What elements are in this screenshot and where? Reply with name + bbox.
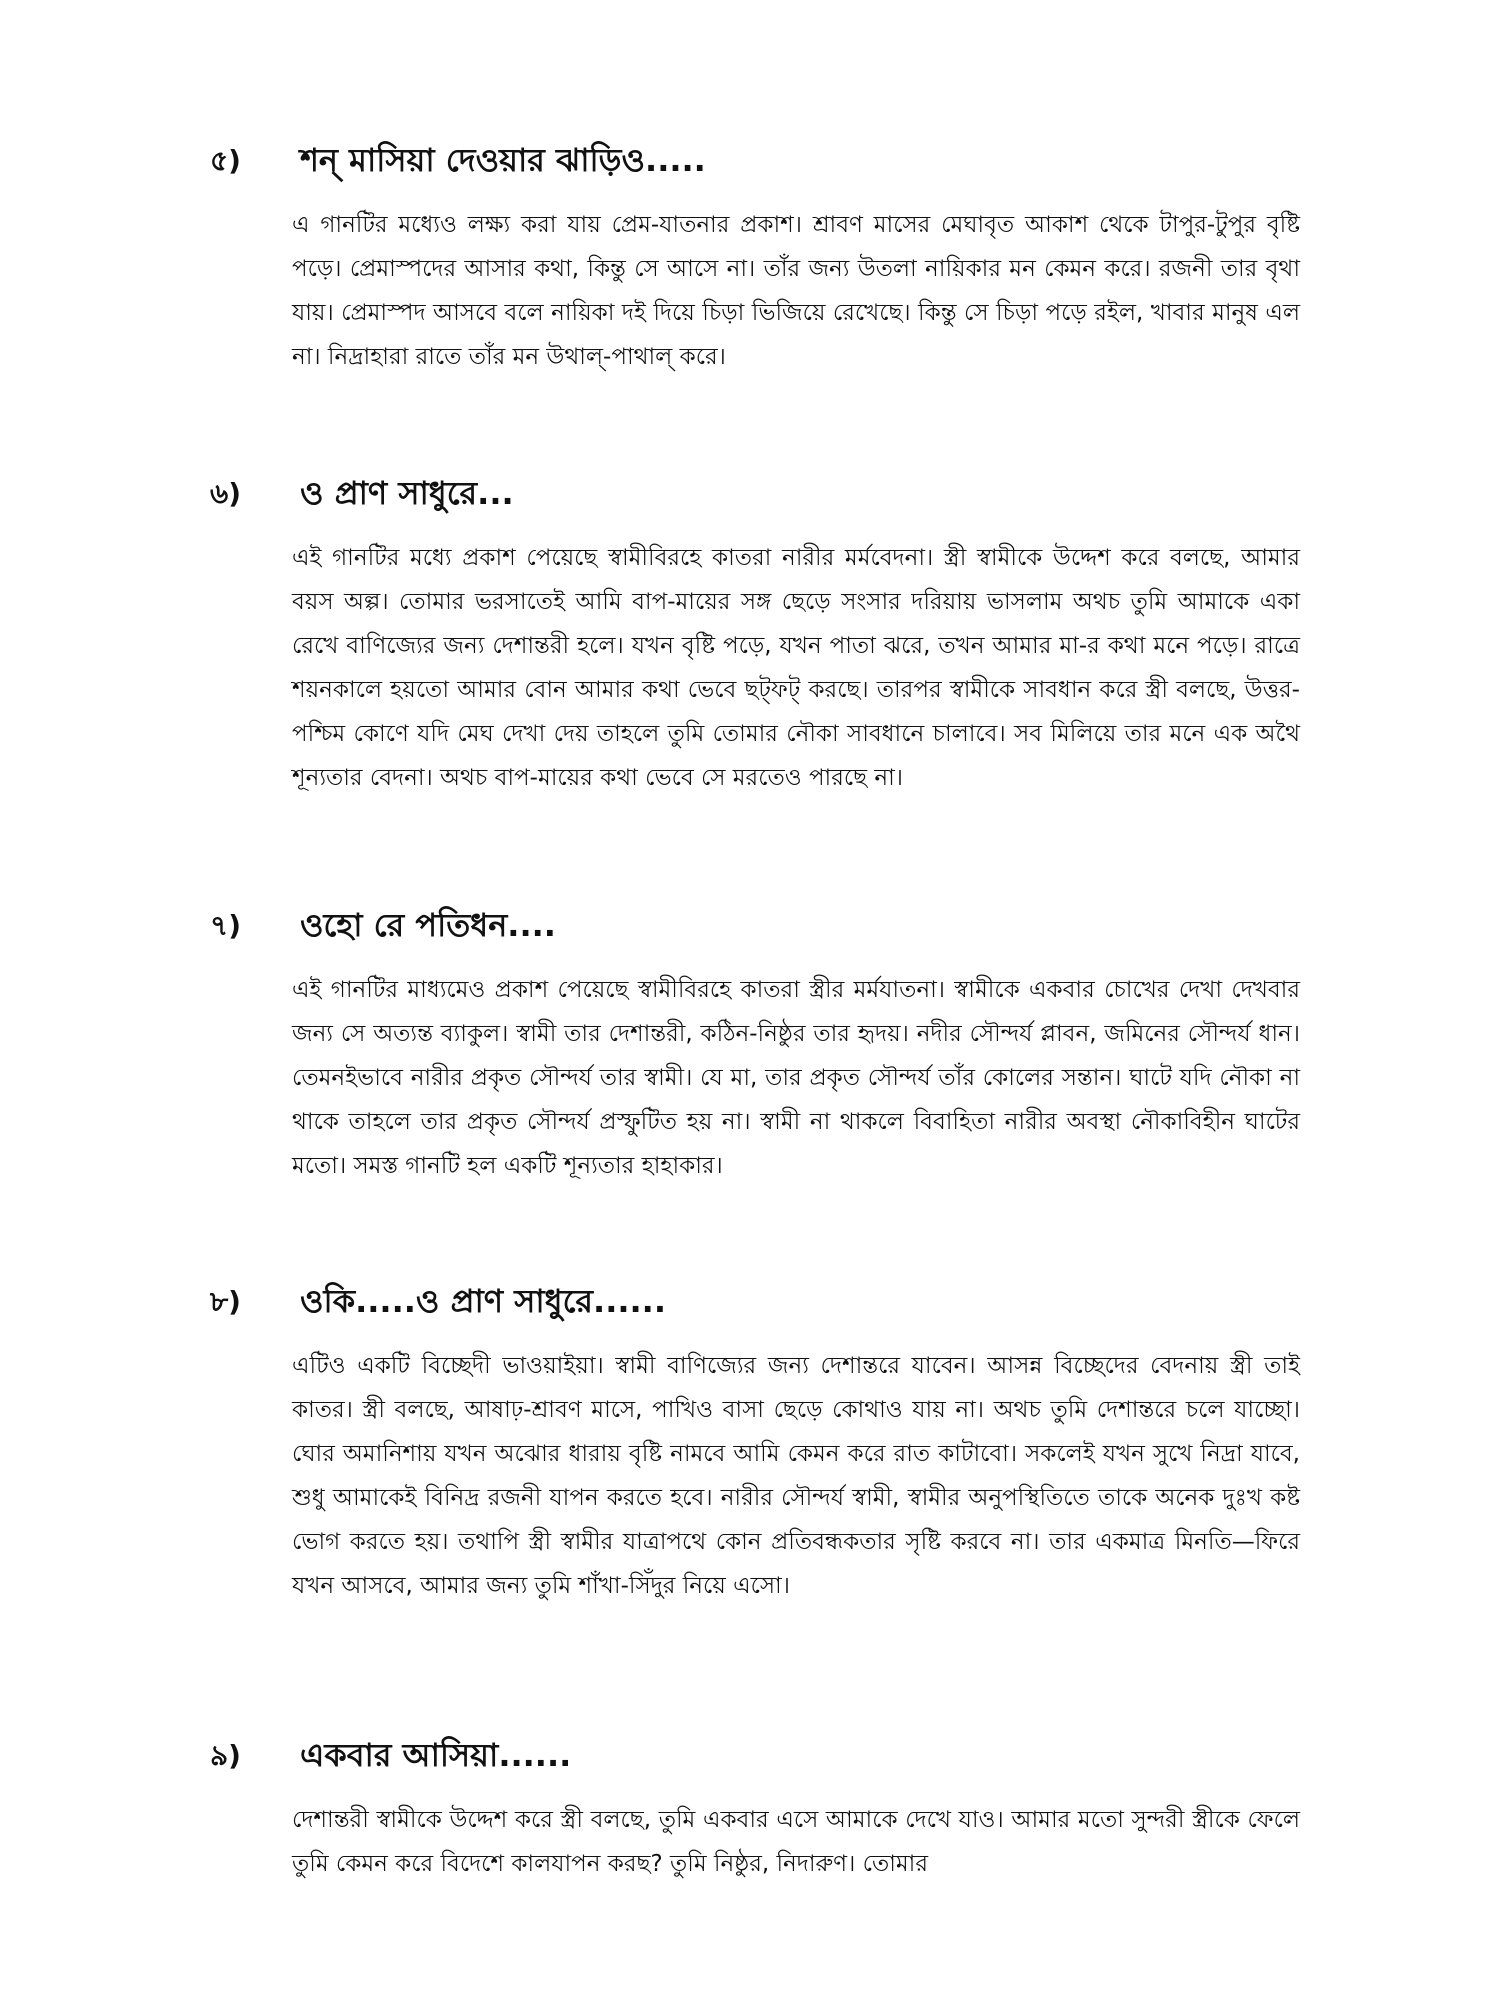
section-heading [180, 135, 1300, 195]
section-body [292, 1798, 1300, 1886]
section-heading [180, 900, 1300, 960]
section-title: ওকি.....ও প্রাণ সাধুরে...... [300, 1282, 666, 1320]
section-9 [180, 1730, 1300, 1886]
section-7 [180, 900, 1300, 1188]
section-5 [180, 135, 1300, 379]
section-title: ও প্রাণ সাধুরে... [300, 474, 514, 512]
section-paragraph: এ গানটির মধ্যেও লক্ষ্য করা যায় প্রেম-যাতনার প্রকাশ। শ্রাবণ মাসের মেঘাবৃত আকাশ থেকে টাপুর-টুপুর বৃষ্টি পড়ে। প্রেমাস্পদের আসার কথা, কিন্তু সে আসে না। তাঁর জন্য উতলা নায়িকার মন কেমন করে। রজনী তার বৃথা যায়। প্রেমাস্পদ আসবে বলে নায়িকা দই দিয়ে চিড়া ভিজিয়ে রেখেছে। কিন্তু সে চিড়া পড়ে রইল, খাবার মানুষ এল না। নিদ্রাহারা রাতে তাঁর মন উথাল্-পাথাল্ করে। [292, 212, 1300, 370]
section-title: একবার আসিয়া...... [300, 1736, 572, 1774]
section-title: ওহো রে পতিধন.... [300, 906, 556, 944]
section-number: ৯) [210, 1739, 241, 1772]
section-body [292, 536, 1300, 800]
section-6 [180, 468, 1300, 800]
section-paragraph: এই গানটির মধ্যে প্রকাশ পেয়েছে স্বামীবিরহে কাতরা নারীর মর্মবেদনা। স্ত্রী স্বামীকে উদ্দেশ করে বলছে, আমার বয়স অল্প। তোমার ভরসাতেই আমি বাপ-মায়ের সঙ্গ ছেড়ে সংসার দরিয়ায় ভাসলাম অথচ তুমি আমাকে একা রেখে বাণিজ্যের জন্য দেশান্তরী হলে। যখন বৃষ্টি পড়ে, যখন পাতা ঝরে, তখন আমার মা-র কথা মনে পড়ে। রাত্রে শয়নকালে হয়তো আমার বোন আমার কথা ভেবে ছট্‌ফট্ করছে। তারপর স্বামীকে সাবধান করে স্ত্রী বলছে, উত্তর-পশ্চিম কোণে যদি মেঘ দেখা দেয় তাহলে তুমি তোমার নৌকা সাবধানে চালাবে। সব মিলিয়ে তার মনে এক অথৈ শূন্যতার বেদনা। অথচ বাপ-মায়ের কথা ভেবে সে মরতেও পারছে না। [292, 545, 1300, 791]
section-heading [180, 468, 1300, 528]
section-number: ৬) [210, 477, 242, 510]
section-number: ৭) [210, 909, 242, 942]
section-8 [180, 1276, 1300, 1608]
section-paragraph: এই গানটির মাধ্যমেও প্রকাশ পেয়েছে স্বামীবিরহে কাতরা স্ত্রীর মর্মযাতনা। স্বামীকে একবার চোখের দেখা দেখবার জন্য সে অত্যন্ত ব্যাকুল। স্বামী তার দেশান্তরী, কঠিন-নিষ্ঠুর তার হৃদয়। নদীর সৌন্দর্য প্লাবন, জমিনের সৌন্দর্য ধান। তেমনইভাবে নারীর প্রকৃত সৌন্দর্য তার স্বামী। যে মা, তার প্রকৃত সৌন্দর্য তাঁর কোলের সন্তান। ঘাটে যদি নৌকা না থাকে তাহলে তার প্রকৃত সৌন্দর্য প্রস্ফুটিত হয় না। স্বামী না থাকলে বিবাহিতা নারীর অবস্থা নৌকাবিহীন ঘাটের মতো। সমস্ত গানটি হল একটি শূন্যতার হাহাকার। [292, 977, 1300, 1179]
section-heading [180, 1276, 1300, 1336]
section-heading [180, 1730, 1300, 1790]
section-paragraph: এটিও একটি বিচ্ছেদী ভাওয়াইয়া। স্বামী বাণিজ্যের জন্য দেশান্তরে যাবেন। আসন্ন বিচ্ছেদের বেদনায় স্ত্রী তাই কাতর। স্ত্রী বলছে, আষাঢ়-শ্রাবণ মাসে, পাখিও বাসা ছেড়ে কোথাও যায় না। অথচ তুমি দেশান্তরে চলে যাচ্ছো। ঘোর অমানিশায় যখন অঝোর ধারায় বৃষ্টি নামবে আমি কেমন করে রাত কাটাবো। সকলেই যখন সুখে নিদ্রা যাবে, শুধু আমাকেই বিনিদ্র রজনী যাপন করতে হবে। নারীর সৌন্দর্য স্বামী, স্বামীর অনুপস্থিতিতে তাকে অনেক দুঃখ কষ্ট ভোগ করতে হয়। তথাপি স্ত্রী স্বামীর যাত্রাপথে কোন প্রতিবন্ধকতার সৃষ্টি করবে না। তার একমাত্র মিনতি—ফিরে যখন আসবে, আমার জন্য তুমি শাঁখা-সিঁদুর নিয়ে এসো। [292, 1353, 1300, 1599]
section-paragraph: দেশান্তরী স্বামীকে উদ্দেশ করে স্ত্রী বলছে, তুমি একবার এসে আমাকে দেখে যাও। আমার মতো সুন্দরী স্ত্রীকে ফেলে তুমি কেমন করে বিদেশে কালযাপন করছ? তুমি নিষ্ঠুর, নিদারুণ। তোমার [292, 1807, 1300, 1877]
section-number: ৮) [210, 1285, 241, 1318]
section-number: ৫) [210, 144, 241, 177]
section-body [292, 1344, 1300, 1608]
section-title: শন্ মাসিয়া দেওয়ার ঝাড়িও..... [300, 141, 706, 179]
section-body [292, 968, 1300, 1188]
section-body [292, 203, 1300, 379]
